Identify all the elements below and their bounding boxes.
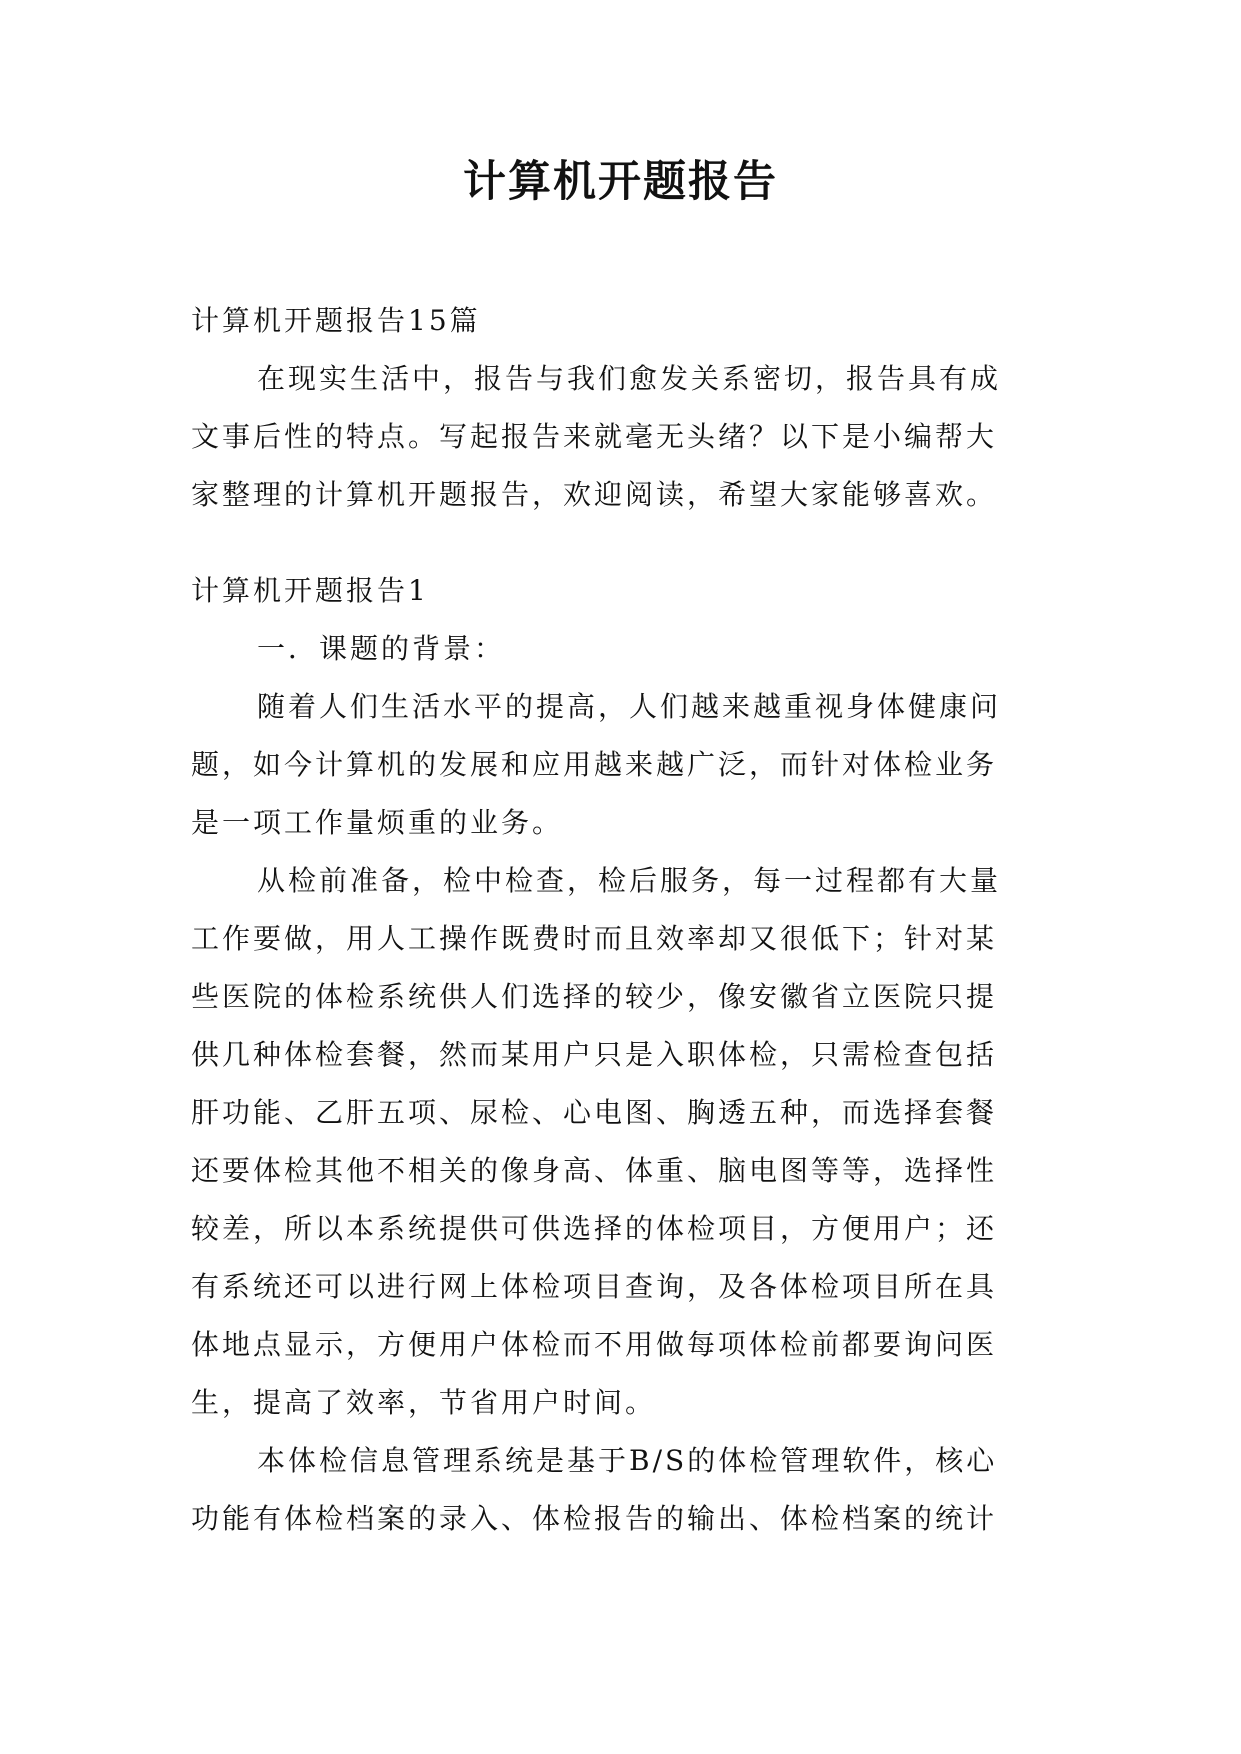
paragraph-line: 些医院的体检系统供人们选择的较少，像安徽省立医院只提: [191, 980, 998, 1013]
paragraph-line: 本体检信息管理系统是基于B/S的体检管理软件，核心: [257, 1444, 998, 1477]
paragraph-line: 是一项工作量烦重的业务。: [191, 806, 564, 839]
paragraph-line: 功能有体检档案的录入、体检报告的输出、体检档案的统计: [191, 1502, 998, 1535]
paragraph-line: 生，提高了效率，节省用户时间。: [191, 1386, 657, 1419]
paragraph-line: 家整理的计算机开题报告，欢迎阅读，希望大家能够喜欢。: [191, 478, 998, 511]
document-body: [191, 292, 1053, 1548]
paragraph-line: 在现实生活中，报告与我们愈发关系密切，报告具有成: [257, 362, 1002, 395]
paragraph-line: 文事后性的特点。写起报告来就毫无头绪？以下是小编帮大: [191, 420, 998, 453]
paragraph-line: 还要体检其他不相关的像身高、体重、脑电图等等，选择性: [191, 1154, 998, 1187]
paragraph-line: 随着人们生活水平的提高，人们越来越重视身体健康问: [257, 690, 1002, 723]
paragraph-line: 较差，所以本系统提供可供选择的体检项目，方便用户；还: [191, 1212, 998, 1245]
paragraph-line: 供几种体检套餐，然而某用户只是入职体检，只需检查包括: [191, 1038, 998, 1071]
paragraph-line: 体地点显示，方便用户体检而不用做每项体检前都要询问医: [191, 1328, 998, 1361]
paragraph-line: 从检前准备，检中检查，检后服务，每一过程都有大量: [257, 864, 1002, 897]
paragraph-line: 有系统还可以进行网上体检项目查询，及各体检项目所在具: [191, 1270, 998, 1303]
paragraph-spacer: [191, 524, 1053, 562]
paragraph-line: 肝功能、乙肝五项、尿检、心电图、胸透五种，而选择套餐: [191, 1096, 998, 1129]
paragraph-line: 题，如今计算机的发展和应用越来越广泛，而针对体检业务: [191, 748, 998, 781]
background-paragraph-2: [191, 852, 1053, 1432]
document-title: 计算机开题报告: [463, 157, 778, 207]
section-heading: 计算机开题报告1: [191, 574, 429, 607]
background-paragraph-3: [191, 1432, 1053, 1548]
document-subtitle: 计算机开题报告15篇: [191, 304, 481, 337]
background-paragraph-1: [191, 678, 1053, 852]
intro-paragraph: [191, 350, 1053, 524]
paragraph-line: 工作要做，用人工操作既费时而且效率却又很低下；针对某: [191, 922, 998, 955]
subsection-heading: 一．课题的背景：: [257, 632, 506, 665]
